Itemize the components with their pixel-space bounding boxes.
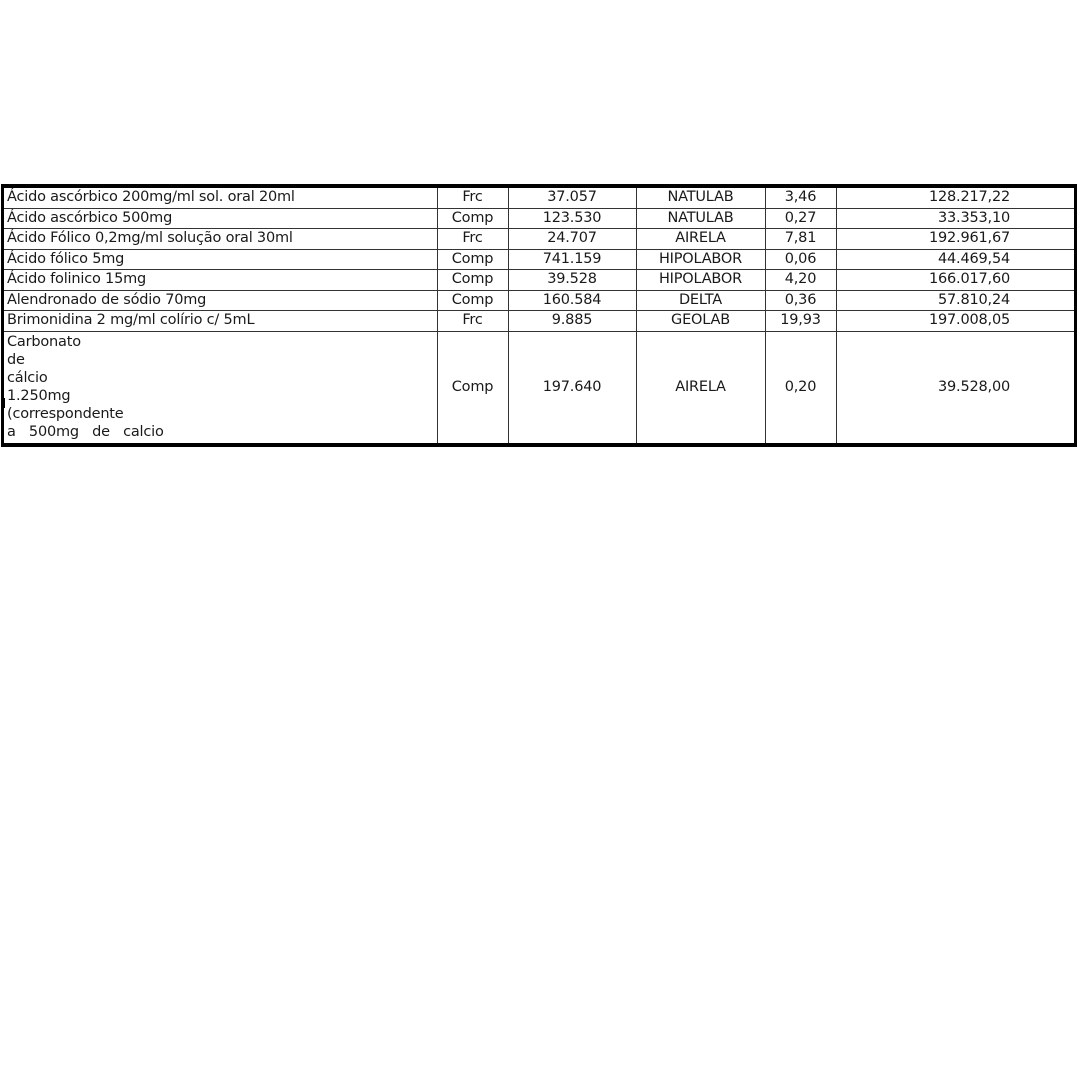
cell-brand: AIRELA [636,331,765,443]
cell-brand: HIPOLABOR [636,270,765,291]
cell-brand: NATULAB [636,188,765,208]
table-row [4,331,1074,443]
cell-quantity: 741.159 [508,249,636,270]
description-word: cálcio [7,369,48,386]
table-row [4,290,1074,311]
cell-unit: Frc [437,188,508,208]
cell-unit-price: 0,27 [765,208,836,229]
cell-unit: Comp [437,290,508,311]
description-word: de [7,351,25,368]
cell-quantity: 37.057 [508,188,636,208]
cell-total: 166.017,60 [836,270,1074,291]
cell-brand: AIRELA [636,229,765,250]
table-row [4,311,1074,332]
description-line-2: (correspondente [7,405,124,422]
table-row [4,249,1074,270]
cell-unit: Frc [437,229,508,250]
price-table-container [1,184,1077,447]
cell-total: 197.008,05 [836,311,1074,332]
cell-description: Ácido Fólico 0,2mg/ml solução oral 30ml [4,229,437,250]
table-row [4,229,1074,250]
cell-quantity: 39.528 [508,270,636,291]
cell-unit: Frc [437,311,508,332]
cell-description: Ácido fólico 5mg [4,249,437,270]
cell-unit-price: 7,81 [765,229,836,250]
table-body [4,188,1074,443]
cell-unit-price: 3,46 [765,188,836,208]
cell-quantity: 24.707 [508,229,636,250]
cell-total: 33.353,10 [836,208,1074,229]
description-word: Carbonato [7,333,81,350]
price-table [4,188,1074,443]
cell-unit-price: 19,93 [765,311,836,332]
cell-description: Ácido ascórbico 200mg/ml sol. oral 20ml [4,188,437,208]
border-tick [1,398,5,408]
cell-unit-price: 0,06 [765,249,836,270]
cell-unit-price: 0,36 [765,290,836,311]
cell-total: 57.810,24 [836,290,1074,311]
cell-brand: DELTA [636,290,765,311]
cell-unit: Comp [437,270,508,291]
cell-unit: Comp [437,208,508,229]
cell-brand: HIPOLABOR [636,249,765,270]
cell-unit-price: 4,20 [765,270,836,291]
cell-description: Alendronado de sódio 70mg [4,290,437,311]
table-row [4,188,1074,208]
cell-description [4,331,437,443]
cell-total: 44.469,54 [836,249,1074,270]
table-row [4,208,1074,229]
cell-total: 192.961,67 [836,229,1074,250]
description-word: 1.250mg [7,387,71,404]
cell-quantity: 123.530 [508,208,636,229]
cell-unit-price: 0,20 [765,331,836,443]
cell-description: Ácido folinico 15mg [4,270,437,291]
cell-unit: Comp [437,249,508,270]
cell-unit: Comp [437,331,508,443]
description-line-1 [7,333,434,405]
cell-quantity: 9.885 [508,311,636,332]
cell-quantity: 197.640 [508,331,636,443]
cell-brand: GEOLAB [636,311,765,332]
table-row [4,270,1074,291]
cell-brand: NATULAB [636,208,765,229]
cell-description: Brimonidina 2 mg/ml colírio c/ 5mL [4,311,437,332]
cell-quantity: 160.584 [508,290,636,311]
cell-total: 128.217,22 [836,188,1074,208]
cell-total: 39.528,00 [836,331,1074,443]
cell-description: Ácido ascórbico 500mg [4,208,437,229]
description-line-3: a 500mg de calcio [7,423,164,440]
